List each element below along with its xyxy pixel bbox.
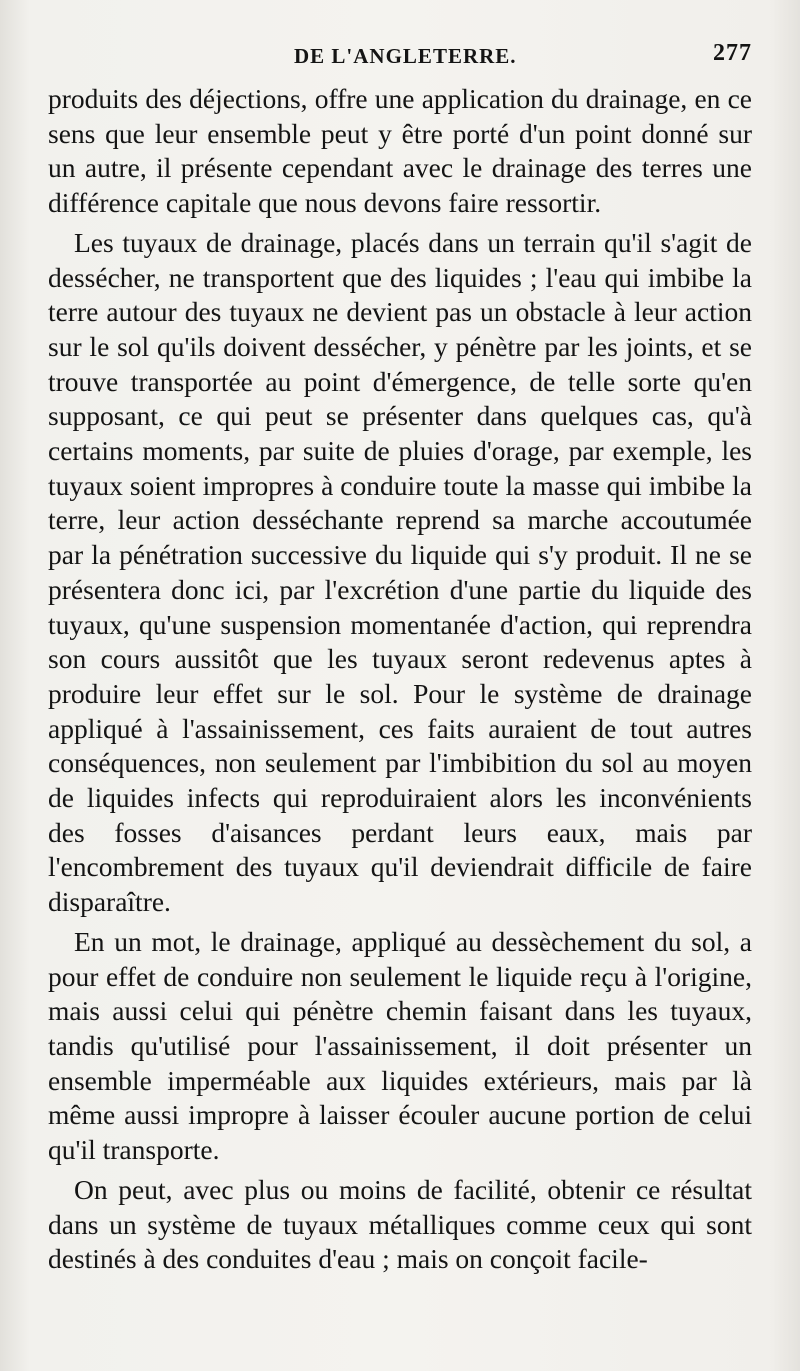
running-head: DE L'ANGLETERRE.: [294, 44, 517, 68]
paragraph-metal-pipes: On peut, avec plus ou moins de facilité, obtenir ce résultat dans un système de tuyaux métalliques comme ceux qui sont destinés à des conduites d'eau ; mais on conçoit facile-: [48, 1173, 752, 1275]
body-text: [48, 82, 752, 1277]
paragraph-continued: produits des déjections, offre une application du drainage, en ce sens que leur ensemble peut y être porté d'un point donné sur un autre, il présente cependant avec le drainage des terres une différence capitale que nous devons faire ressortir.: [48, 83, 752, 219]
page-number: 277: [713, 40, 752, 66]
paragraph-drainage-tubes: Les tuyaux de drainage, placés dans un terrain qu'il s'agit de dessécher, ne transportent que des liquides ; l'eau qui imbibe la terre autour des tuyaux ne devient pas un obstacle à leur action sur le sol qu'ils doivent dessécher, y pénètre par les joints, et se trouve transportée au point d'émergence, de telle sorte qu'en supposant, ce qui peut se présenter dans quelques cas, qu'à certains moments, par suite de pluies d'orage, par exemple, les tuyaux soient impropres à conduire toute la masse qui imbibe la terre, leur action desséchante reprend sa marche accoutumée par la pénétration successive du liquide qui s'y produit. Il ne se présentera donc ici, par l'excrétion d'une partie du liquide des tuyaux, qu'une suspension momentanée d'action, qui reprendra son cours aussitôt que les tuyaux seront redevenus aptes à produire leur effet sur le sol. Pour le système de drainage appliqué à l'assainissement, ces faits auraient de tout autres conséquences, non seulement par l'imbibition du sol au moyen de liquides infects qui reproduiraient alors les inconvénients des fosses d'aisances perdant leurs eaux, mais par l'encombrement des tuyaux qu'il deviendrait difficile de faire disparaître.: [48, 226, 752, 918]
paragraph-summary: En un mot, le drainage, appliqué au dessèchement du sol, a pour effet de conduire non seulement le liquide reçu à l'origine, mais aussi celui qui pénètre chemin faisant dans les tuyaux, tandis qu'utilisé pour l'assainissement, il doit présenter un ensemble imperméable aux liquides extérieurs, mais par là même aussi impropre à laisser écouler aucune portion de celui qu'il transporte.: [48, 925, 752, 1166]
page-header: [48, 38, 752, 82]
